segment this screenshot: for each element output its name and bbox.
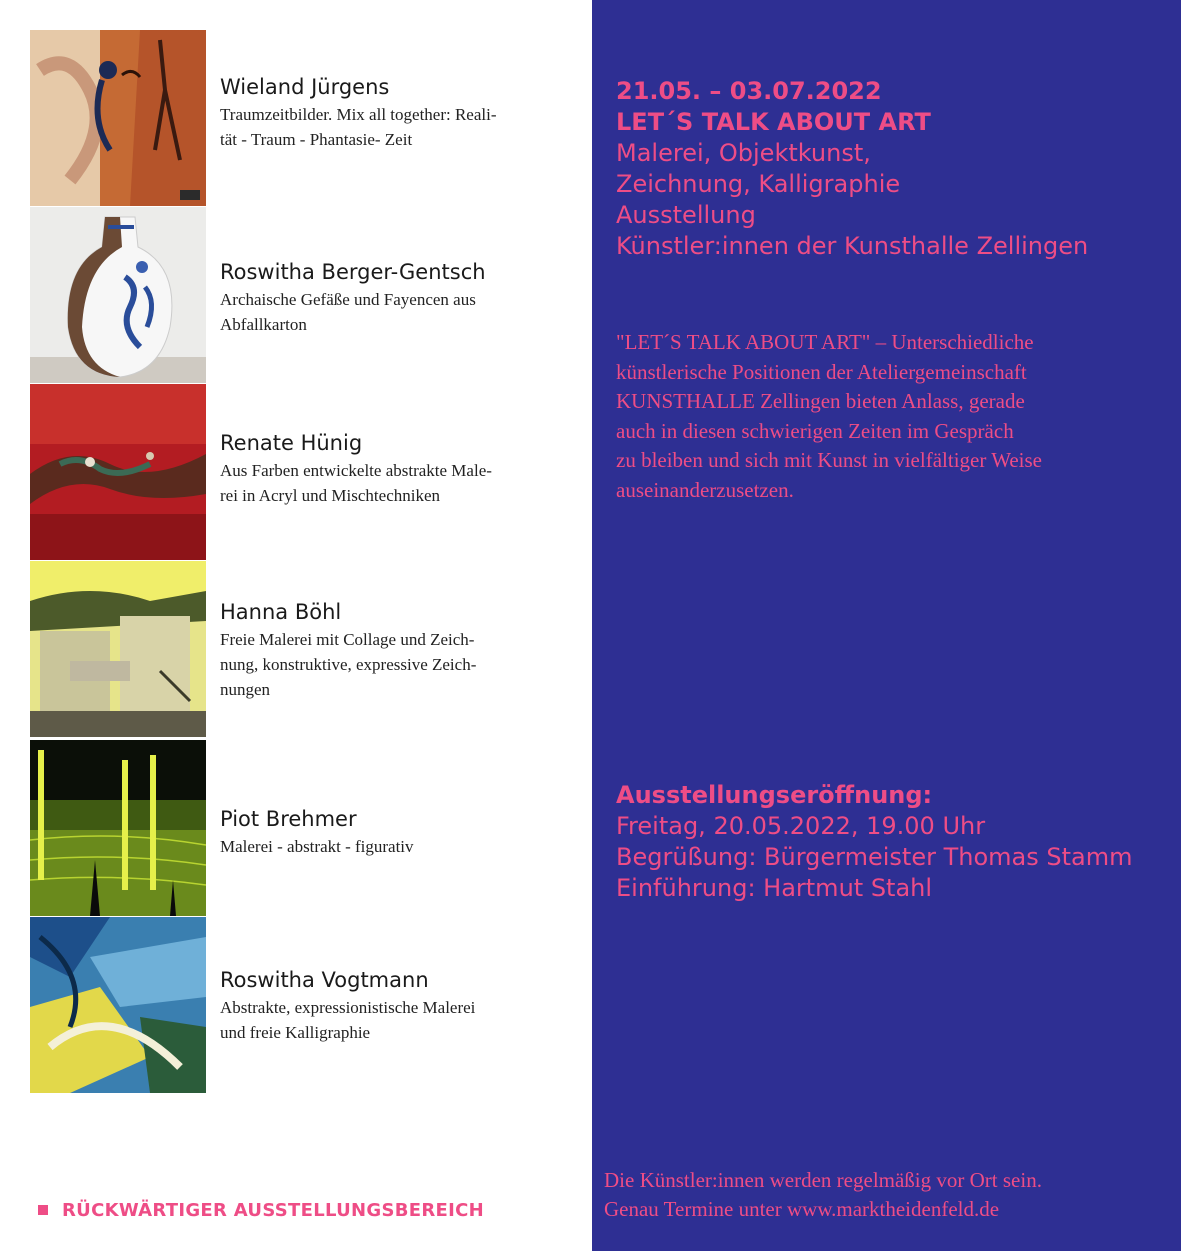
opening-heading: Ausstellungseröffnung: — [616, 781, 933, 809]
artist-description: Freie Malerei mit Collage und Zeich- nung, konstruktive, expressive Zeich- nungen — [220, 630, 477, 699]
opening-line: Freitag, 20.05.2022, 19.00 Uhr — [616, 812, 986, 840]
artist-description: Abstrakte, expressionistische Malerei und freie Kalligraphie — [220, 998, 476, 1042]
artist-info — [220, 967, 570, 1045]
section-footer: RÜCKWÄRTIGER AUSSTELLUNGSBEREICH — [38, 1200, 484, 1221]
artist-name: Renate Hünig — [220, 431, 363, 455]
artwork-thumbnail — [30, 30, 206, 206]
artwork-thumbnail — [30, 384, 206, 560]
artwork-thumbnail — [30, 561, 206, 737]
artwork-thumbnail — [30, 917, 206, 1093]
exhibition-title: LET´S TALK ABOUT ART — [616, 108, 931, 136]
exhibition-header — [616, 76, 1176, 262]
exhibition-description: "LET´S TALK ABOUT ART" – Unterschiedliche künstlerische Positionen der Ateliergemeinschaft KUNSTHALLE Zellingen bieten Anlass, gerade auch in diesen schwierigen Zeiten im Gespräch zu bleiben und sich mit Kunst in vielfältiger Weise auseinanderzusetzen. — [616, 330, 1042, 502]
artist-info — [220, 430, 570, 508]
artist-info — [220, 599, 570, 702]
artist-entry — [30, 561, 570, 738]
artist-description: Archaische Gefäße und Fayencen aus Abfallkarton — [220, 290, 476, 334]
exhibition-panel — [592, 0, 1181, 1251]
artist-entry — [30, 30, 570, 207]
artist-name: Roswitha Vogtmann — [220, 968, 429, 992]
artist-entry — [30, 917, 570, 1094]
artist-info — [220, 806, 570, 859]
artist-entry — [30, 740, 570, 917]
artist-description: Malerei - abstrakt - figurativ — [220, 837, 414, 856]
artist-info — [220, 259, 570, 337]
artwork-thumbnail — [30, 207, 206, 383]
artist-entry — [30, 207, 570, 384]
square-bullet-icon — [38, 1205, 48, 1215]
artist-name: Wieland Jürgens — [220, 75, 390, 99]
exhibition-line: Malerei, Objektkunst, — [616, 139, 871, 167]
opening-line: Einführung: Hartmut Stahl — [616, 874, 933, 902]
exhibition-line: Zeichnung, Kalligraphie — [616, 170, 901, 198]
opening-line: Begrüßung: Bürgermeister Thomas Stamm — [616, 843, 1133, 871]
exhibition-line: Künstler:innen der Kunsthalle Zellingen — [616, 232, 1089, 260]
artist-description: Aus Farben entwickelte abstrakte Male- rei in Acryl und Mischtechniken — [220, 461, 492, 505]
exhibition-line: Ausstellung — [616, 201, 756, 229]
opening-info — [616, 780, 1176, 904]
artist-info — [220, 74, 570, 152]
artist-name: Piot Brehmer — [220, 807, 357, 831]
artist-description: Traumzeitbilder. Mix all together: Reali- tät - Traum - Phantasie- Zeit — [220, 105, 497, 149]
artist-name: Roswitha Berger-Gentsch — [220, 260, 486, 284]
visiting-note: Die Künstler:innen werden regelmäßig vor Ort sein. Genau Termine unter www.marktheidenfeld.de — [604, 1168, 1042, 1221]
exhibition-date: 21.05. – 03.07.2022 — [616, 77, 882, 105]
artist-name: Hanna Böhl — [220, 600, 342, 624]
artist-entry — [30, 384, 570, 561]
artwork-thumbnail — [30, 740, 206, 916]
